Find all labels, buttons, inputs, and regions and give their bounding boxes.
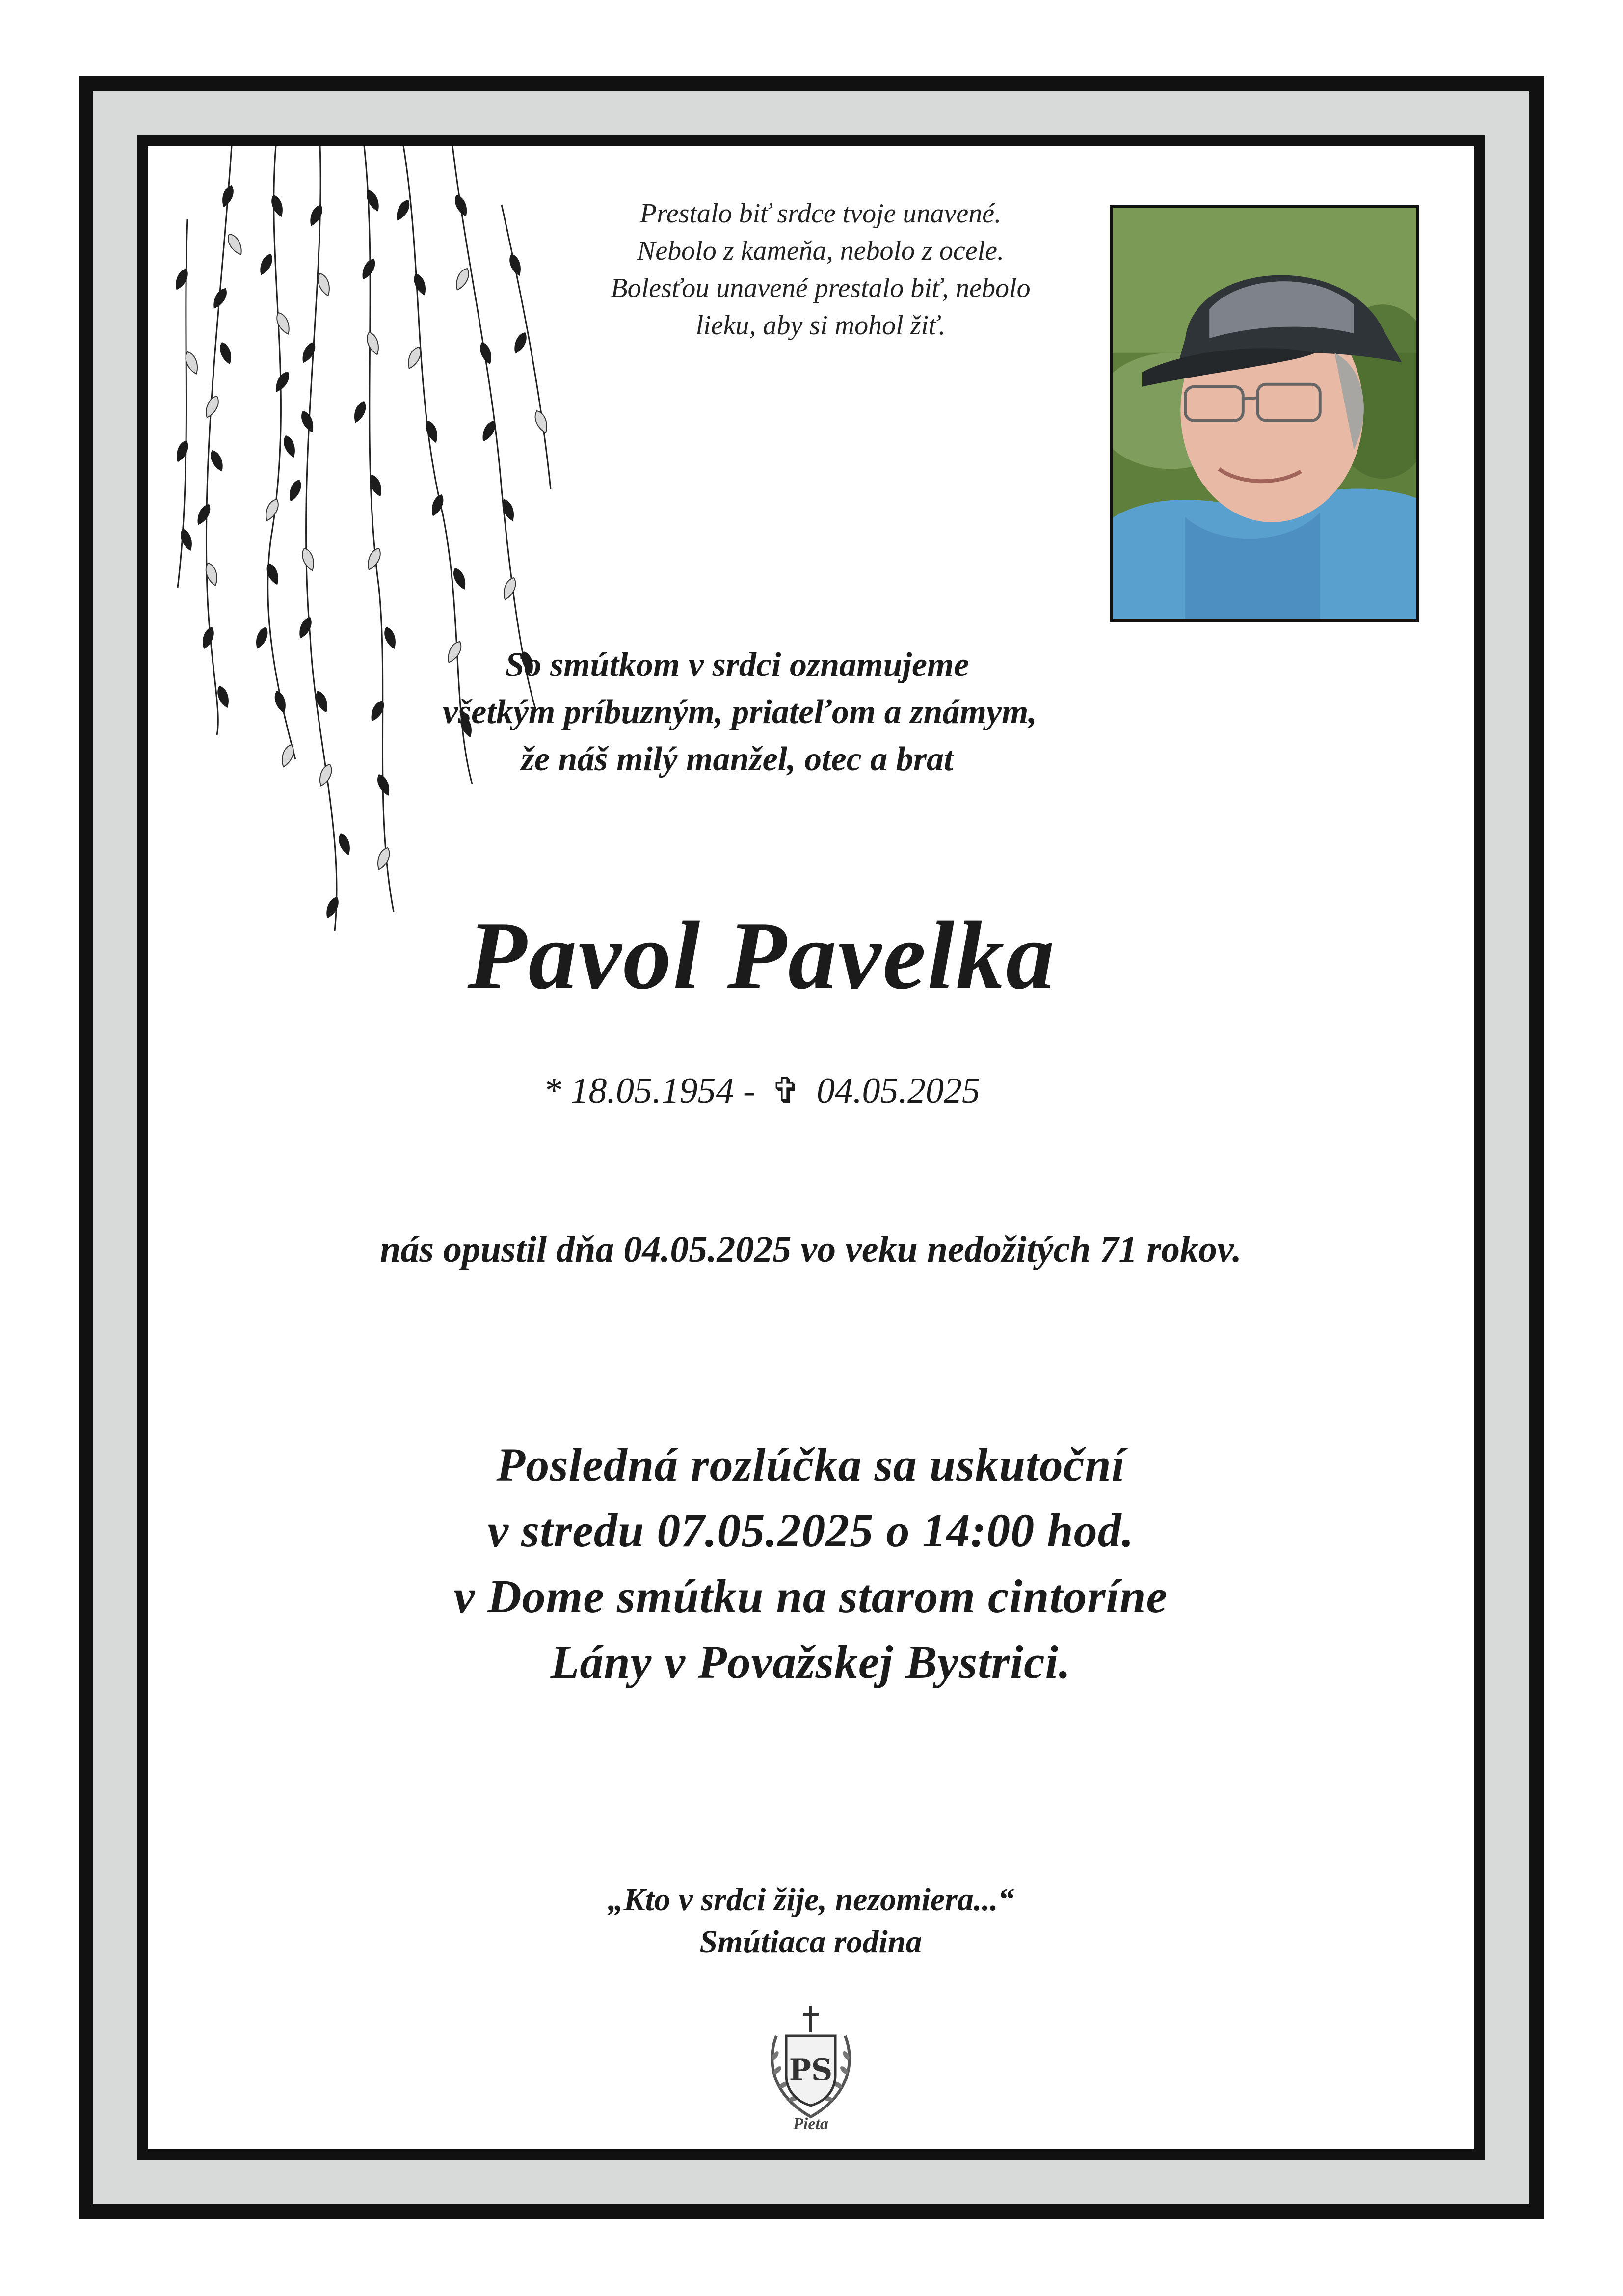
cross-icon: ✞	[771, 1071, 801, 1110]
intro-line: že náš milý manžel, otec a brat	[521, 740, 954, 778]
passing-statement: nás opustil dňa 04.05.2025 vo veku nedožitých 71 rokov.	[380, 1229, 1242, 1270]
intro-line: všetkým príbuzným, priateľom a známym,	[443, 693, 1037, 731]
pieta-logo-icon	[757, 2001, 865, 2124]
farewell-line: v Dome smútku na starom cintoríne	[453, 1570, 1168, 1622]
farewell-line: Posledná rozlúčka sa uskutoční	[496, 1438, 1125, 1491]
intro-line: So smútkom v srdci oznamujeme	[505, 646, 969, 684]
poem	[531, 195, 1110, 344]
announcement-intro	[443, 642, 1037, 783]
farewell-line: v stredu 07.05.2025 o 14:00 hod.	[487, 1504, 1134, 1557]
logo-monogram: PS	[789, 2053, 833, 2087]
obituary-card	[148, 146, 1474, 2149]
poem-line: Prestalo biť srdce tvoje unavené.	[639, 198, 1002, 229]
closing	[443, 1879, 1179, 1963]
poem-line: Nebolo z kameňa, nebolo z ocele.	[637, 236, 1005, 266]
funeral-details	[295, 1432, 1326, 1695]
deceased-name: Pavol Pavelka	[467, 902, 1056, 1009]
family-signature: Smútiaca rodina	[699, 1924, 922, 1960]
poem-line: lieku, aby si mohol žiť.	[695, 310, 946, 341]
life-dates	[443, 1069, 1081, 1113]
death-date: 04.05.2025	[816, 1071, 980, 1111]
logo-name: Pieta	[793, 2115, 828, 2133]
farewell-line: Lány v Považskej Bystrici.	[550, 1636, 1071, 1688]
closing-quote: „Kto v srdci žije, nezomiera...“	[607, 1882, 1014, 1918]
poem-line: Bolesťou unavené prestalo biť, nebolo	[611, 273, 1031, 303]
portrait-photo	[1110, 205, 1419, 622]
birth-date: * 18.05.1954 -	[543, 1071, 755, 1111]
